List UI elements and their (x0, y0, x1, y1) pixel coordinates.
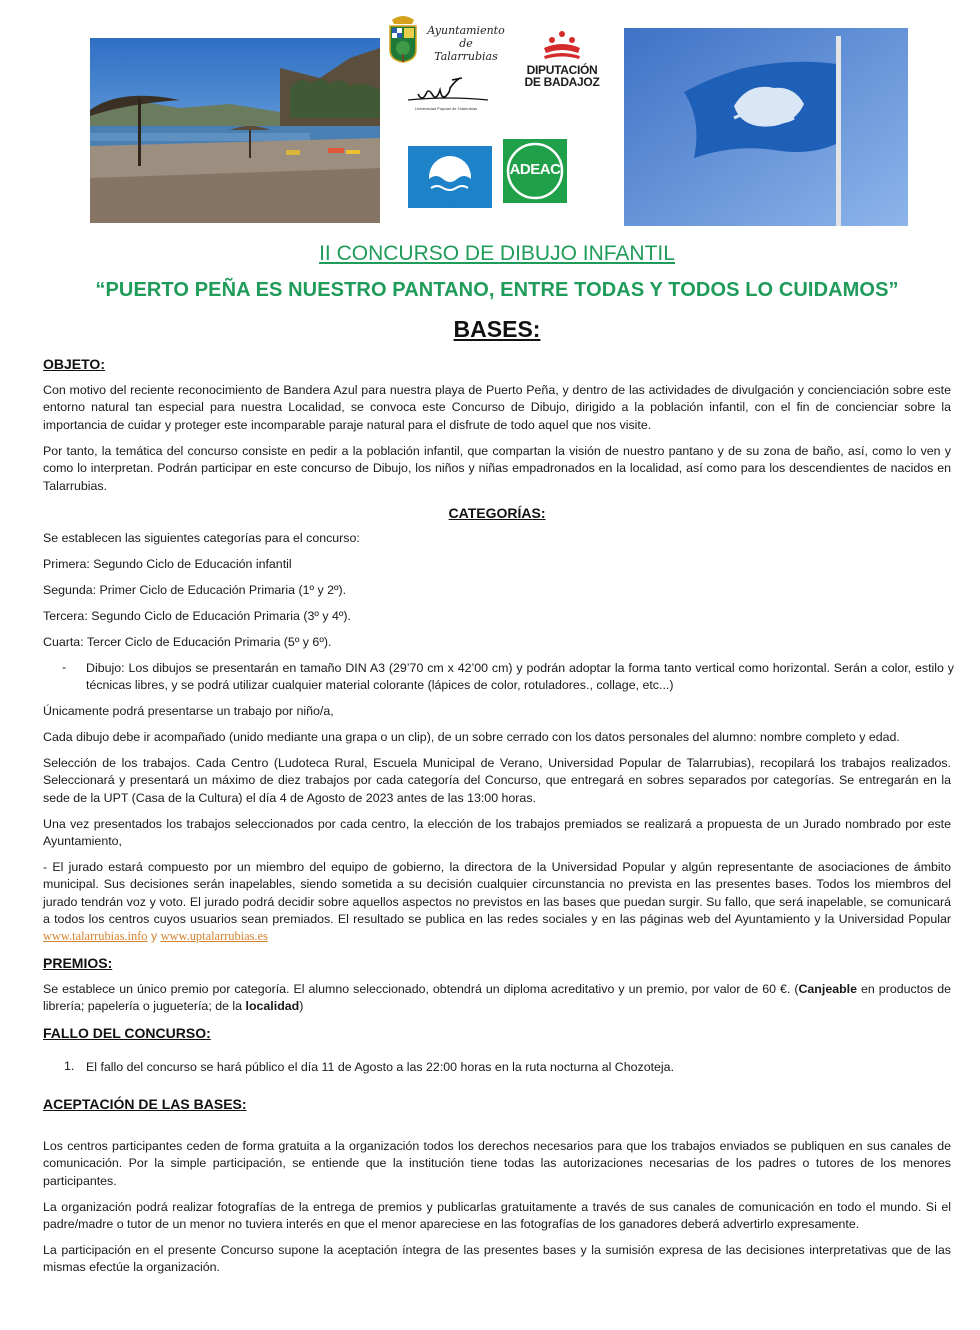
premios-bold-canjeable: Canjeable (798, 982, 858, 996)
premios-bold-localidad: localidad (245, 999, 300, 1014)
aceptacion-paragraph-3: La participación en el presente Concurso supone la aceptación íntegra de las presentes bases y la sumisión expresa de las decisiones interpretativas que de las mismas efectúe la organización. (43, 1243, 951, 1275)
jurado-paragraph (43, 859, 951, 945)
premios-text-c: ) (299, 999, 304, 1014)
seleccion-paragraph: Selección de los trabajos. Cada Centro (Ludoteca Rural, Escuela Municipal de Verano, Universidad Popular de Talarrubias), recopilará los trabajos realizados. Seleccionará y presentará un máximo de diez trabajos por cada categoría del Concurso, que entregará en sobres separados por categorías. Se entregarán en la sede de la UPT (Casa de la Cultura) el día 4 de Agosto de 2023 antes de las 13:00 horas. (43, 756, 951, 805)
categoria-tercera: Tercera: Segundo Ciclo de Educación Primaria (3º y 4º). (43, 609, 351, 623)
adeac-name: ADEAC (509, 161, 561, 178)
crest-icon (386, 14, 420, 72)
objeto-paragraph-1: Con motivo del reciente reconocimiento de Bandera Azul para nuestra playa de Puerto Peña, y dentro de las actividades de divulgación y concienciación sobre este entorno natural tan especial para nuestra Localidad, se convoca este Concurso de Dibujo, dirigido a la población infantil, con el fin de concienciar sobre la importancia de cuidar y proteger este incomparable paraje natural para el disfrute de todo aquel que nos visite. (43, 383, 951, 432)
diputacion-logo (522, 28, 602, 90)
fallo-item-number: 1. (64, 1059, 75, 1073)
premios-heading: PREMIOS: (43, 955, 113, 971)
ayuntamiento-logo (386, 14, 506, 78)
aceptacion-heading: ACEPTACIÓN DE LAS BASES: (43, 1096, 247, 1112)
jurado-text: - El jurado estará compuesto por un miembro del equipo de gobierno, la directora de la Universidad Popular y algún representante de asociaciones de ámbito municipal. Sus decisiones serán inapelables, siendo sometida a su decisión cualquier circunstancia no prevista en las presentes bases. Todos los miembros del jurado tendrán voz y voto. El jurado podrá decidir sobre aquellos aspectos no previstos en las bases que puedan surgir. Su fallo, que será inapelable, se comunicará a todos los centros cuyos usuarios sean premiados. El resultado se publica en las redes sociales y en las páginas web del Ayuntamiento y la Universidad Popular (43, 860, 951, 926)
aceptacion-paragraph-2: La organización podrá realizar fotografías de la entrega de premios y publicarlas gratuitamente a través de sus canales de comunicación en todo el mundo. Si el padre/madre o tutor de un menor no tuviera interés en que el menor apareciese en las fotografías de los ganadores deberá advertirlo expresamente. (43, 1200, 951, 1232)
blue-flag-icon (408, 146, 492, 208)
uptalarrubias-link[interactable]: www.uptalarrubias.es (160, 929, 268, 944)
presentados-paragraph: Una vez presentados los trabajos seleccionados por cada centro, la elección de los trabajos premiados se realizará a propuesta de un Jurado nombrado por este Ayuntamiento, (43, 817, 951, 849)
ayuntamiento-name: Ayuntamiento de Talarrubias (427, 24, 505, 63)
categorias-heading: CATEGORÍAS: (448, 505, 546, 521)
diputacion-crown-icon (522, 28, 602, 62)
talarrubias-link[interactable]: www.talarrubias.info (43, 929, 148, 944)
premios-text-b: en productos de librería; papelería o juguetería; de la (43, 982, 951, 1014)
categoria-segunda: Segunda: Primer Ciclo de Educación Primaria (1º y 2º). (43, 583, 347, 597)
categoria-primera: Primera: Segundo Ciclo de Educación infantil (43, 557, 292, 571)
premios-paragraph (43, 981, 951, 1016)
diputacion-name: DIPUTACIÓN DE BADAJOZ (524, 63, 600, 89)
upt-signature-icon (400, 76, 492, 106)
contest-motto: “PUERTO PEÑA ES NUESTRO PANTANO, ENTRE TODAS Y TODOS LO CUIDAMOS” (95, 279, 899, 301)
blue-flag-photo (624, 28, 908, 226)
dibujo-paragraph: Dibujo: Los dibujos se presentarán en tamaño DIN A3 (29’70 cm x 42’00 cm) y podrán adoptar la forma tanto vertical como horizontal. Serán a color, estilo y técnicas libres, y se podrá utilizar cualquier material colorante (lápices de color, rotuladores., collage, etc...) (86, 661, 954, 693)
bases-title: BASES: (453, 316, 541, 342)
contest-title: II CONCURSO DE DIBUJO INFANTIL (319, 242, 675, 265)
objeto-heading: OBJETO: (43, 356, 105, 372)
adeac-logo (503, 139, 567, 203)
categoria-cuarta: Cuarta: Tercer Ciclo de Educación Primaria (5º y 6º). (43, 635, 332, 649)
beach-photo (90, 38, 380, 223)
fallo-item: El fallo del concurso se hará público el día 11 de Agosto a las 22:00 horas en la ruta nocturna al Chozoteja. (86, 1060, 675, 1074)
upt-caption: Universidad Popular de Talarrubias (414, 106, 478, 111)
categorias-intro: Se establecen las siguientes categorías para el concurso: (43, 531, 360, 545)
upt-logo (400, 76, 492, 116)
acompanado-line: Cada dibujo debe ir acompañado (unido mediante una grapa o un clip), de un sobre cerrado con los datos personales del alumno: nombre completo y edad. (43, 730, 900, 744)
fallo-heading: FALLO DEL CONCURSO: (43, 1025, 211, 1041)
unico-trabajo-line: Únicamente podrá presentarse un trabajo por niño/a, (43, 704, 334, 718)
premios-text-a: Se establece un único premio por categoría. El alumno seleccionado, obtendrá un diploma acreditativo y un premio, por valor de 60 €. ( (43, 982, 799, 996)
dibujo-bullet: - (62, 660, 67, 674)
objeto-paragraph-2: Por tanto, la temática del concurso consiste en pedir a la población infantil, que compartan la visión de nuestro pantano y de su zona de baño, así, como lo ven y como lo interpretan. Podrán participar en este concurso de Dibujo, los niños y niñas empadronados en la localidad, así como para los descendientes de nacidos en Talarrubias. (43, 444, 951, 493)
link-separator: y (147, 929, 161, 944)
aceptacion-paragraph-1: Los centros participantes ceden de forma gratuita a la organización todos los derechos necesarios para que los trabajos enviados se publiquen en sus canales de comunicación. Por la simple participación, se entiende que la institución tiene todas las autorizaciones necesarias de los padres o tutores de los menores participantes. (43, 1139, 951, 1188)
bandera-azul-logo (408, 146, 492, 208)
